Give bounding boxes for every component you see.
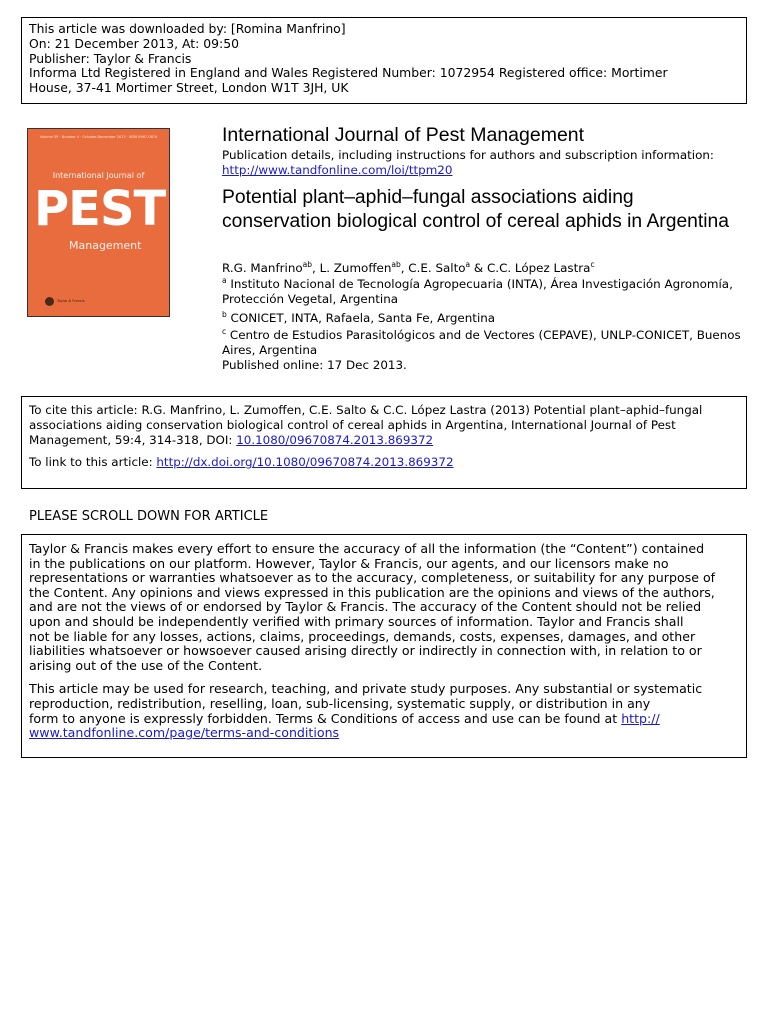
download-info-box (21, 17, 747, 104)
affiliation-c (222, 328, 741, 358)
affiliation-mark: c (222, 327, 227, 336)
disclaimer-line: in the publications on our platform. However, Taylor & Francis, our agents, and our licensors make no (29, 555, 669, 571)
affiliation-a (222, 277, 733, 307)
disclaimer-line: arising out of the use of the Content. (29, 657, 263, 673)
cover-publisher-text: Taylor & Francis (57, 299, 85, 303)
citation-box (21, 396, 747, 489)
author-list (222, 261, 595, 276)
author-name: C.E. Salto (408, 261, 466, 275)
affiliation-text: Protección Vegetal, Argentina (222, 292, 399, 306)
author-name: L. Zumoffen (319, 261, 392, 275)
article-title: Potential plant–aphid–fungal associations aiding conservation biological control of cereal aphids in Argentina (222, 187, 729, 232)
scroll-notice: PLEASE SCROLL DOWN FOR ARTICLE (29, 509, 269, 524)
disclaimer-line: Taylor & Francis makes every effort to ensure the accuracy of all the information (the “Content”) contained (29, 541, 705, 556)
affiliation-text: Centro de Estudios Parasitológicos and de Vectores (CEPAVE), UNLP-CONICET, Buenos (226, 328, 741, 342)
citation-text: To cite this article: R.G. Manfrino, L. Zumoffen, C.E. Salto & C.C. López Lastra (2013) Potential plant–aphid–fungal (29, 403, 703, 417)
link-label: To link to this article: (29, 455, 157, 469)
disclaimer-line: and are not the views of or endorsed by Taylor & Francis. The accuracy of the Content should not be relied (29, 599, 702, 615)
author-affiliation-mark: a (465, 260, 471, 269)
author-name: R.G. Manfrino (222, 261, 303, 275)
affiliation-mark: b (222, 310, 227, 319)
cover-journal-of: International Journal of (52, 171, 145, 180)
disclaimer-line: upon and should be independently verified with primary sources of information. Taylor and Francis shall (29, 613, 684, 629)
terms-link-part1[interactable]: http:// (621, 710, 660, 726)
author-affiliation-mark: ab (302, 260, 313, 269)
citation-text: Management, 59:4, 314-318, DOI: (29, 433, 237, 447)
cover-pest-wordmark: PEST (34, 181, 166, 237)
disclaimer-line: form to anyone is expressly forbidden. Terms & Conditions of access and use can be found at (29, 710, 622, 726)
cover-management-text: Management (69, 239, 142, 252)
disclaimer-line: representations or warranties whatsoever as to the accuracy, completeness, or suitability for any purpose of (29, 570, 716, 586)
download-line: This article was downloaded by: [Romina Manfrino] (29, 21, 346, 36)
disclaimer-line: the Content. Any opinions and views expressed in this publication are the opinions and views of the authors, (29, 584, 715, 600)
published-date: Published online: 17 Dec 2013. (222, 358, 407, 372)
article-link[interactable]: http://dx.doi.org/10.1080/09670874.2013.869372 (156, 455, 454, 469)
disclaimer-line: reproduction, redistribution, reselling, loan, sub-licensing, systematic supply, or distribution in any (29, 695, 651, 711)
author-affiliation-mark: ab (391, 260, 401, 269)
journal-link[interactable]: http://www.tandfonline.com/loi/ttpm20 (222, 163, 453, 177)
disclaimer-line: not be liable for any losses, actions, claims, proceedings, demands, costs, expenses, damages, and other (29, 628, 696, 644)
download-line: Publisher: Taylor & Francis (29, 50, 192, 66)
download-line: On: 21 December 2013, At: 09:50 (29, 35, 239, 51)
affiliation-mark: a (222, 276, 227, 285)
affiliation-b (222, 311, 495, 326)
author-separator: & (470, 261, 487, 275)
author-affiliation-mark: c (590, 260, 595, 269)
disclaimer-box (21, 534, 747, 758)
download-line: Informa Ltd Registered in England and Wales Registered Number: 1072954 Registered office: Mortimer (29, 65, 668, 81)
affiliation-text: Aires, Argentina (222, 343, 318, 357)
author-name: C.C. López Lastra (486, 261, 591, 275)
terms-link-part2[interactable]: www.tandfonline.com/page/terms-and-conditions (29, 725, 340, 741)
doi-link[interactable]: 10.1080/09670874.2013.869372 (236, 433, 434, 447)
publisher-logo-icon (45, 297, 54, 306)
author-separator: , (400, 261, 409, 275)
journal-cover-image (27, 128, 170, 317)
download-line: House, 37-41 Mortimer Street, London W1T 3JH, UK (29, 80, 349, 96)
citation-text: associations aiding conservation biological control of cereal aphids in Argentina, International Journal of Pest (29, 418, 676, 432)
disclaimer-line: liabilities whatsoever or howsoever caused arising directly or indirectly in connection with, in relation to or (29, 643, 702, 659)
disclaimer-line: This article may be used for research, teaching, and private study purposes. Any substantial or systematic (29, 681, 703, 697)
affiliation-text: CONICET, INTA, Rafaela, Santa Fe, Argentina (226, 311, 496, 325)
journal-title: International Journal of Pest Management (222, 124, 585, 146)
publication-details (222, 148, 714, 178)
publication-details-text: Publication details, including instructions for authors and subscription information: (222, 148, 714, 162)
author-separator: , (312, 261, 320, 275)
affiliation-text: Instituto Nacional de Tecnología Agropecuaria (INTA), Área Investigación Agronomía, (226, 277, 733, 291)
cover-top-text: Volume 59 · Number 4 · October-December 2013 · ISSN 0967-0874 (39, 135, 158, 139)
